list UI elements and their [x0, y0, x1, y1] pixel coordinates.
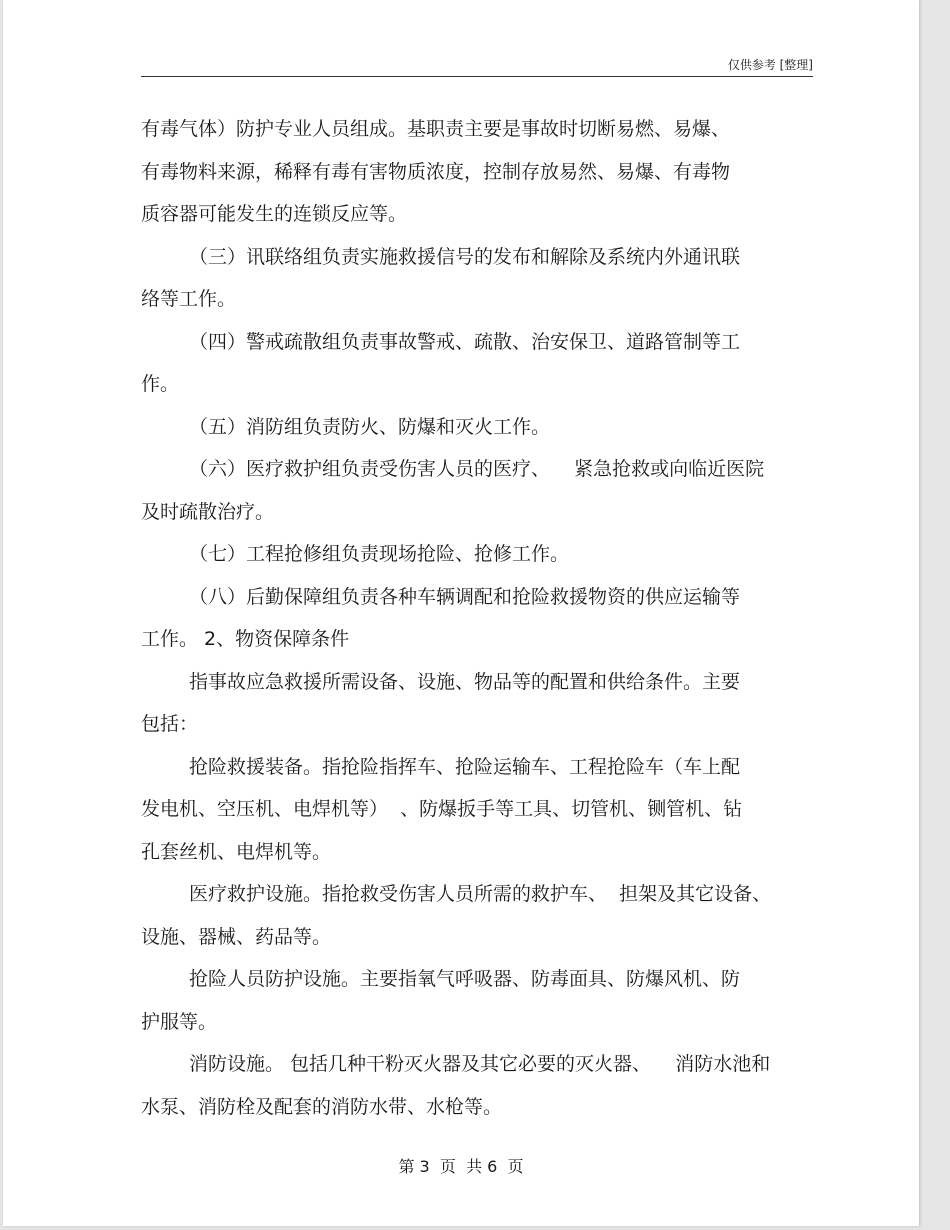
paragraph-first-line: 医疗救护设施。指抢救受伤害人员所需的救护车、 担架及其它设备、 — [189, 883, 772, 905]
page-number-footer: 第 3 页 共 6 页 — [398, 1157, 524, 1176]
paragraph-first-line: 抢险救援装备。指抢险指挥车、抢险运输车、工程抢险车（车上配 — [189, 755, 741, 778]
text-line: 孔套丝机、电焊机等。 — [141, 840, 332, 863]
paragraph-first-line: （四）警戒疏散组负责事故警戒、疏散、治安保卫、道路管制等工 — [189, 330, 741, 353]
paragraph-first-line: 消防设施。 包括几种干粉灭火器及其它必要的灭火器、 消防水池和 — [189, 1053, 771, 1075]
text-line: 络等工作。 — [141, 288, 237, 310]
page-header — [141, 52, 813, 77]
body-text — [141, 108, 821, 1128]
text-line: 及时疏散治疗。 — [141, 500, 275, 523]
text-line: 水泵、消防栓及配套的消防水带、水枪等。 — [141, 1095, 503, 1118]
text-line: 设施、器械、药品等。 — [141, 925, 332, 948]
document-page — [3, 0, 919, 1226]
paragraph-first-line: （六）医疗救护组负责受伤害人员的医疗、 紧急抢救或向临近医院 — [189, 458, 765, 480]
text-line: 作。 — [141, 373, 180, 395]
paragraph-first-line: （八）后勤保障组负责各种车辆调配和抢险救援物资的供应运输等 — [189, 585, 741, 608]
text-line: 质容器可能发生的连锁反应等。 — [141, 203, 408, 225]
paragraph-first-line: （七）工程抢修组负责现场抢险、抢修工作。 — [189, 543, 570, 565]
text-line: 包括： — [141, 713, 199, 735]
header-note: 仅供参考 [整理] — [727, 58, 813, 72]
paragraph-first-line: 抢险人员防护设施。主要指氧气呼吸器、防毒面具、防爆风机、防 — [189, 968, 741, 990]
paragraph-first-line: 指事故应急救援所需设备、设施、物品等的配置和供给条件。主要 — [189, 670, 741, 693]
text-line: 工作。 2、物资保障条件 — [141, 628, 350, 650]
text-line: 护服等。 — [141, 1010, 218, 1033]
text-line: 发电机、空压机、电焊机等） 、防爆扳手等工具、切管机、铡管机、钻 — [141, 798, 743, 820]
paragraph-first-line: （三）讯联络组负责实施救援信号的发布和解除及系统内外通讯联 — [189, 245, 741, 268]
text-line: 有毒气体）防护专业人员组成。基职责主要是事故时切断易燃、易爆、 — [141, 118, 731, 140]
paragraph-first-line: （五）消防组负责防火、防爆和灭火工作。 — [189, 415, 551, 438]
text-line: 有毒物料来源，稀释有毒有害物质浓度，控制存放易然、易爆、有毒物 — [141, 160, 731, 183]
